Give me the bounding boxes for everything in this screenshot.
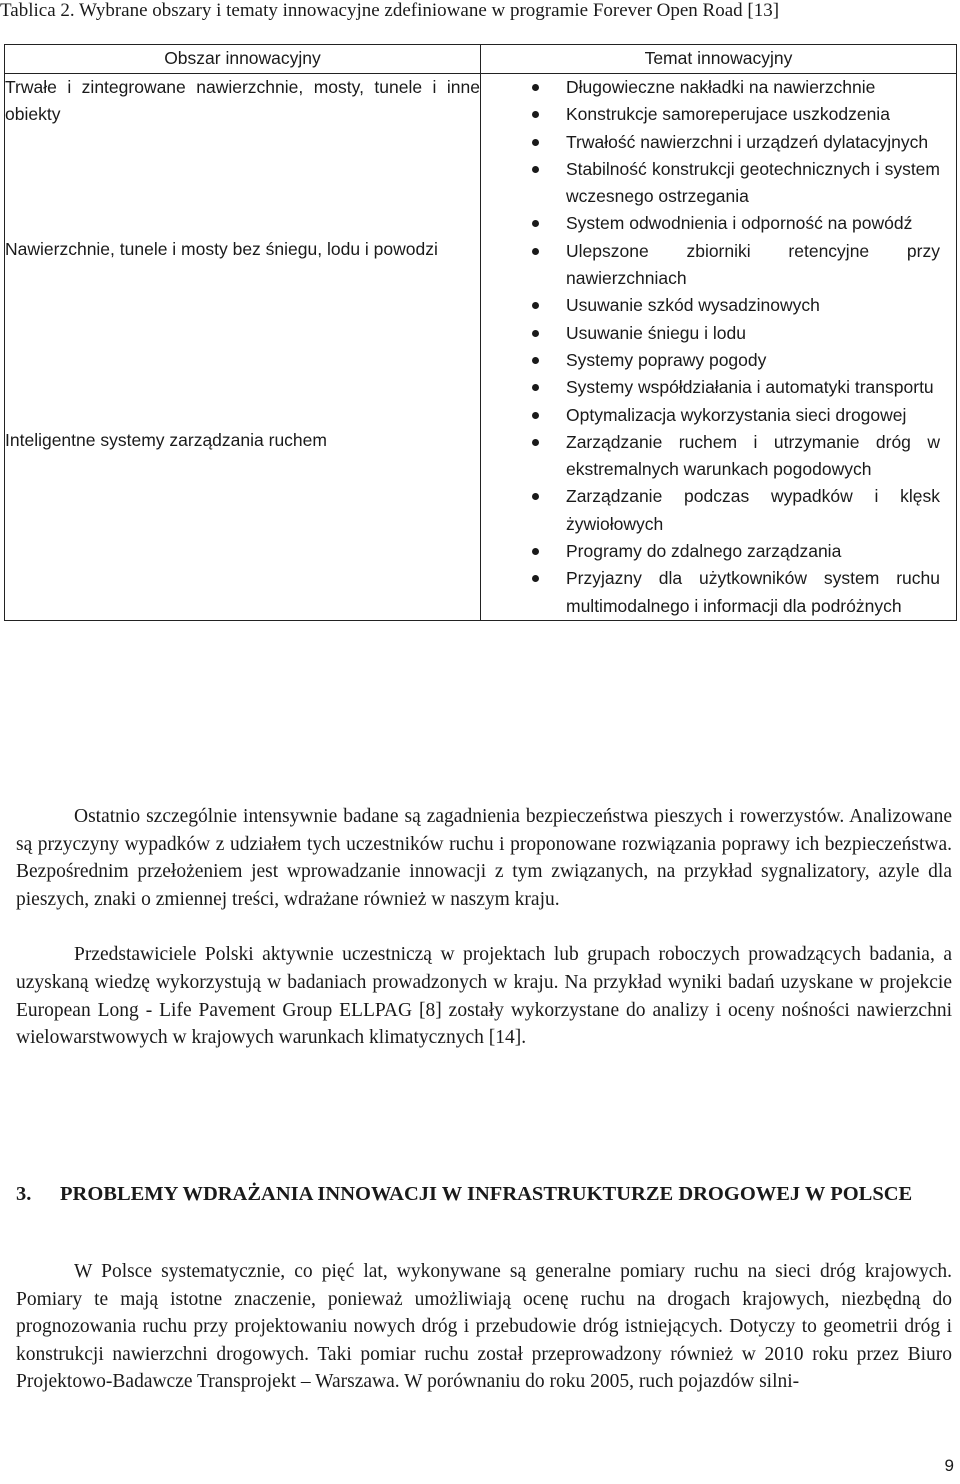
list-item: Systemy poprawy pogody [481,347,940,374]
list-item: Stabilność konstrukcji geotechnicznych i system wczesnego ostrzegania [481,156,940,211]
bullet-icon [532,139,539,146]
section-title: PROBLEMY WDRAŻANIA INNOWACJI W INFRASTRUKTURZE DROGOWEJ W POLSCE [60,1183,913,1205]
header-area: Obszar innowacyjny [5,45,481,74]
list-item: Ulepszone zbiorniki retencyjne przy nawierzchniach [481,238,940,293]
bullet-icon [532,166,539,173]
list-item: Usuwanie szkód wysadzinowych [481,292,940,319]
list-item: Programy do zdalnego zarządzania [481,538,940,565]
list-item: System odwodnienia i odporność na powódź [481,210,940,237]
list-item: Długowieczne nakładki na nawierzchnie [481,74,940,101]
bullet-icon [532,84,539,91]
header-topic: Temat innowacyjny [481,45,957,74]
list-item: Zarządzanie ruchem i utrzymanie dróg w ekstremalnych warunkach pogodowych [481,429,940,484]
area-column [5,74,481,621]
bullet-icon [532,302,539,309]
bullet-icon [532,384,539,391]
list-item: Przyjazny dla użytkowników system ruchu multimodalnego i informacji dla podróżnych [481,565,940,620]
innovation-table [4,44,957,621]
bullet-icon [532,493,539,500]
body-paragraphs [16,803,952,1052]
paragraph-projects: Przedstawiciele Polski aktywnie uczestniczą w projektach lub grupach roboczych prowadzących badania, a uzyskaną wiedzę wykorzystują w badaniach prowadzonych w kraju. Na przykład wyniki badań uzyskane w projekcie European Long - Life Pavement Group ELLPAG [8] zostały wykorzystane do analizy i oceny nośności nawierzchni wielowarstwowych w krajowych warunkach klimatycznych [14]. [16,944,952,1049]
list-item: Zarządzanie podczas wypadków i klęsk żywiołowych [481,483,940,538]
list-item: Trwałość nawierzchni i urządzeń dylatacyjnych [481,129,940,156]
section-body [16,1258,952,1396]
bullet-icon [532,548,539,555]
area-sustainable-surfaces: Trwałe i zintegrowane nawierzchnie, mosty, tunele i inne obiekty [5,77,480,125]
table-header-row [5,45,957,74]
area-snow-free-surfaces: Nawierzchnie, tunele i mosty bez śniegu, lodu i powodzi [5,239,438,259]
paragraph-traffic-measurements: W Polsce systematycznie, co pięć lat, wykonywane są generalne pomiary ruchu na sieci dróg krajowych. Pomiary te mają istotne znaczenie, ponieważ umożliwiają ocenę ruchu na drogach krajowych, niezbędną do prognozowania ruchu przy projektowaniu nowych dróg i przebudowie dróg istniejących. Dotyczy to geometrii dróg i konstrukcji nawierzchni drogowych. Taki pomiar ruchu został przeprowadzony również w 2010 roku przez Biuro Projektowo-Badawcze Transprojekt – Warszawa. W porównaniu do roku 2005, ruch pojazdów silni- [16,1261,952,1393]
topic-list [481,74,956,620]
bullet-icon [532,439,539,446]
bullet-icon [532,220,539,227]
bullet-icon [532,330,539,337]
table-row [5,74,957,621]
bullet-icon [532,248,539,255]
list-item: Systemy współdziałania i automatyki transportu [481,374,940,401]
bullet-icon [532,357,539,364]
section-number: 3. [16,1183,32,1205]
paragraph-safety: Ostatnio szczególnie intensywnie badane są zagadnienia bezpieczeństwa pieszych i rowerzystów. Analizowane są przyczyny wypadków z udziałem tych uczestników ruchu i proponowane rozwiązania poprawy ich bezpieczeństwa. Bezpośrednim przełożeniem jest wprowadzanie innowacji z tym związanych, na przykład sygnalizatory, azyle dla pieszych, znaki o zmiennej treści, wdrażane również w naszym kraju. [16,806,952,910]
bullet-icon [532,412,539,419]
topic-column [481,74,957,621]
section-heading [16,1180,916,1208]
list-item: Konstrukcje samoreperujace uszkodzenia [481,101,940,128]
table-caption: Tablica 2. Wybrane obszary i tematy innowacyjne zdefiniowane w programie Forever Open Road [13] [0,0,780,21]
page-number: 9 [944,1456,954,1475]
list-item: Optymalizacja wykorzystania sieci drogowej [481,402,940,429]
list-item: Usuwanie śniegu i lodu [481,320,940,347]
bullet-icon [532,575,539,582]
bullet-icon [532,111,539,118]
area-intelligent-traffic: Inteligentne systemy zarządzania ruchem [5,430,327,450]
